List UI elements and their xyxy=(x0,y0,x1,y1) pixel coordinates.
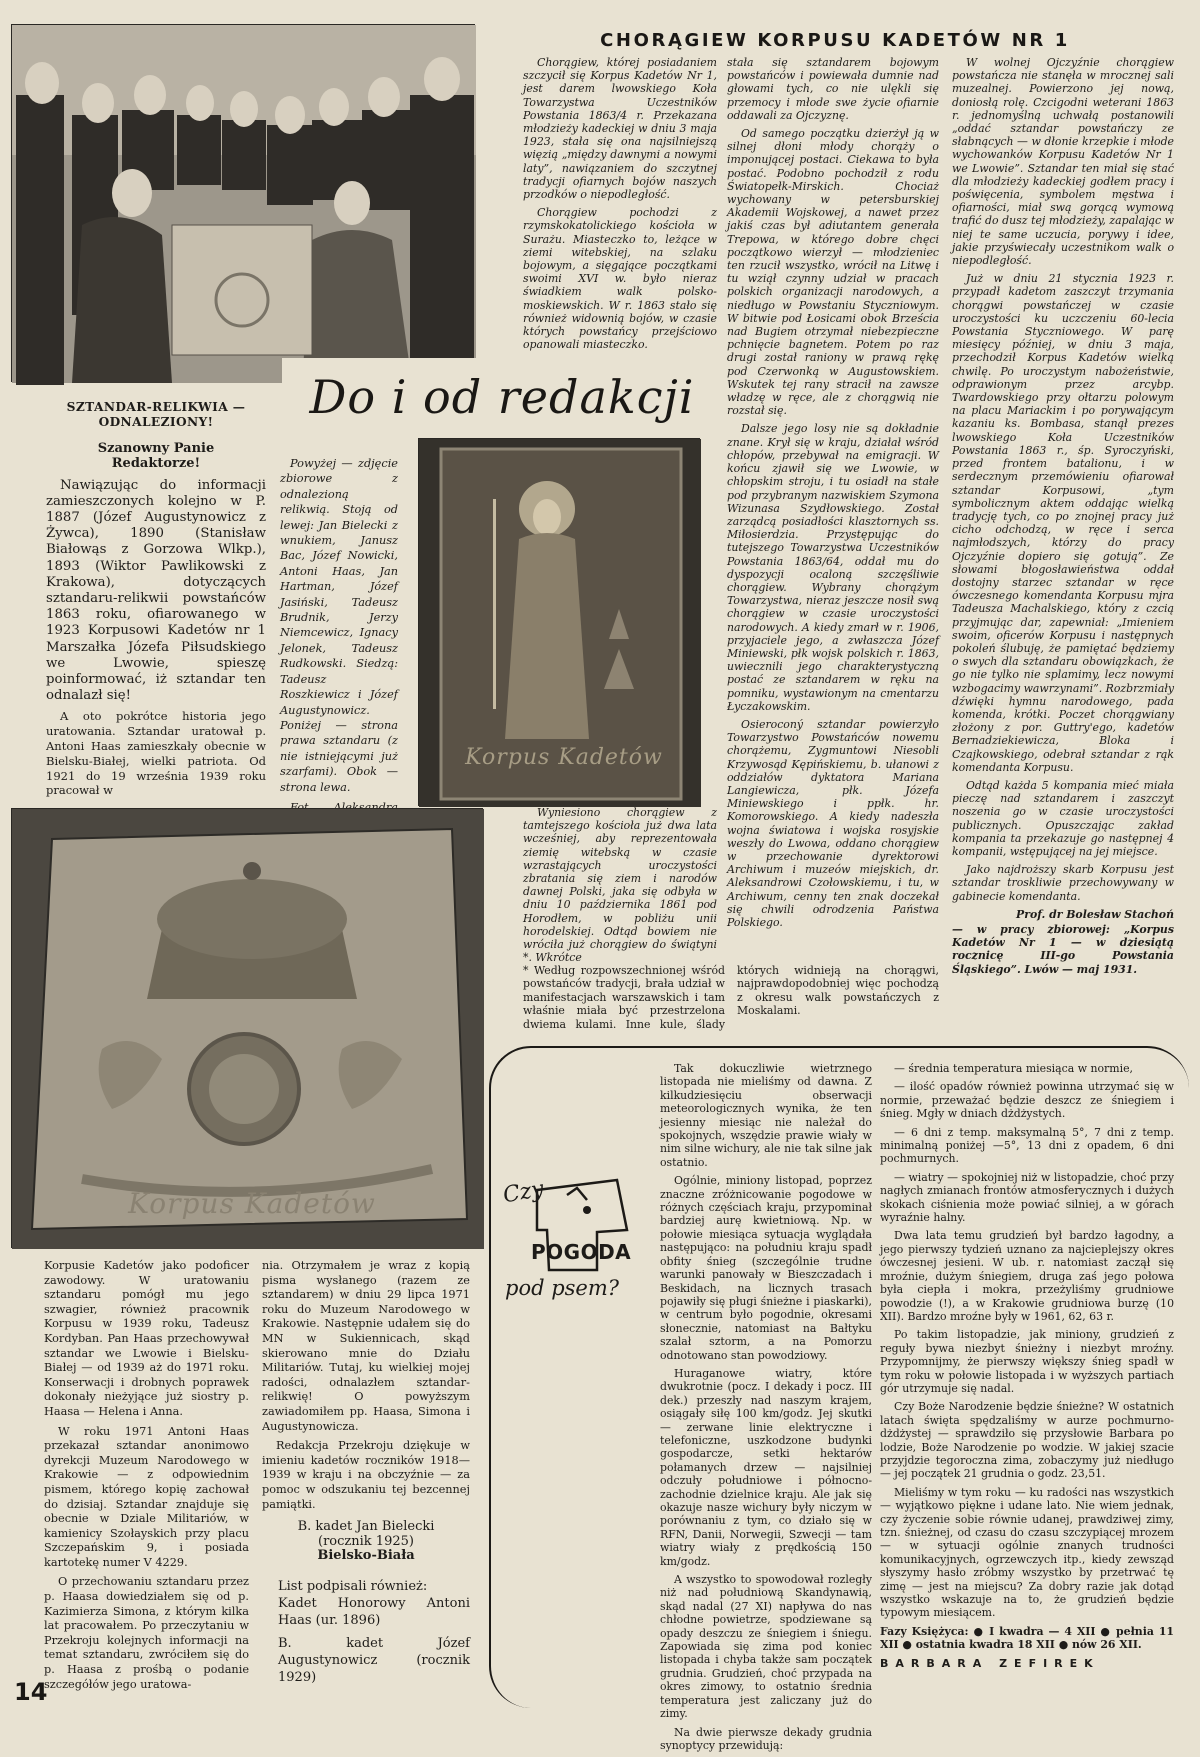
letter-continued-col2 xyxy=(262,1259,470,1686)
article-c3-p1: W wolnej Ojczyźnie chorągiew powstańcza nie stanęła w mrocznej sali muzealnej. Powierzono jej nową, doniosłą rolę. Czcigodni weterani 1863 r. jednomyślną uchwałą postanowili „oddać sztandar powstańczy ze słabnących — w dłonie krzepkie i młode wychowanków Korpusu Kadetów Nr 1 we Lwowie”. Sztandar ten miał się stać dla młodzieży kadeckiej godłem pracy i poświęcenia, symbolem męstwa i ofiarności, miał swą gorącą wymową trafić do dusz tej młodzieży, zapalając w niej te same uczucia, porywy i idee, jakie przyświecały uczestnikom walk o niepodległość. xyxy=(952,56,1174,268)
group-photo xyxy=(11,24,475,382)
article-c3-p3: Odtąd każda 5 kompania mieć miała pieczę nad sztandarem i zaszczyt noszenia go w czasie uroczystości publicznych. Opuszczając zakład kompania ta przekazuje go następnej 4 kompanii, wstępującej na jej miejsce. xyxy=(952,778,1174,858)
weather-forecast-1: — średnia temperatura miesiąca w normie, xyxy=(894,1062,1133,1075)
article-author: Prof. dr Bolesław Stachoń xyxy=(1016,907,1174,921)
article-title: CHORĄGIEW KORPUSU KADETÓW NR 1 xyxy=(600,30,1070,51)
cosigners-heading: List podpisali również: xyxy=(278,1578,428,1594)
article-c3-p2: Już w dniu 21 stycznia 1923 r. przypadł kadetom zaszczyt trzymania chorągwi powstańczej w czasie uroczystości ku uczczeniu 60-lecia Powstania Styczniowego. W parę miesięcy później, w dniu 3 maja, przechodził Korpus Kadetów wielką chwilę. Po uroczystym nabożeństwie, odprawionym przez arcybp. Twardowskiego przy ołtarzu polowym na placu Mariackim i po porywającym kazaniu ks. Bombasa, stanął prezes lwowskiego Koła Uczestników Powstania 1863 r., śp. Syroczyński, przed frontem batalionu, i w serdecznym przemówieniu ofiarował sztandar Korpusowi, „tym symbolicznym aktem oddając wielką tradycję tych, co po znojnej pracy już cicho odchodzą, w ręce i serca najmłodszych, którzy do pracy Ojczyźnie dopiero się gotują”. Ze słowami błogosławieństwa oddał dostojny starzec sztandar w ręce ówczesnego komendanta Korpusu mjra Tadeusza Machalskiego, który z czcią przyjmując dar, zapewniał: „Imieniem swoim, oficerów Korpusu i następnych pokoleń ślubuję, że pamiętać będziemy o swych dla sztandaru obowiązkach, że go nie tylko nie splamimy, lecz nowymi wzbogacimy wawrzynami”. Rozbrzmiały dźwięki hymnu narodowego, pada komenda, krótki. Poczet chorągwiany złożony z por. Guttry'ego, kadetów Bernadziekiewicza, Bloka i Czajkowskiego, odebrał sztandar z rąk komendanta Korpusu. xyxy=(952,272,1175,774)
letter-intro: Nawiązując do informacji zamieszczonych kolejno w P. 1887 (Józef Augustynowicz z Żywca), 1890 (Stanisław Białowąs z Gorzowa Wlkp.), 1893 (Wiktor Pawlikowski z Krakowa), dotyczących sztandaru-relikwii powstańców 1863 roku, ofiarowanego w 1923 Korpusowi Kadetów nr 1 Marszałka Józefa Piłsudskiego we Lwowie, spieszę poinformować, iż sztandar ten odnalazł się! xyxy=(46,477,266,704)
article-col1 xyxy=(523,56,717,356)
weather-c1-p2: Ogólnie, miniony listopad, poprzez znaczne zróżnicowanie pogodowe w różnych częściach kraju, przypominał bardziej aurę kwietniową. Np. w połowie miesiąca sytuacja wyglądała następująco: na południu kraju spadł obfity śnieg (szczególnie trudne warunki panowały w Bieszczadach i Beskidach, na licznych trasach pojawiły się pługi śnieżne i piaskarki), w centrum było pogodnie, okresami słonecznie, natomiast na Bałtyku szalał sztorm, a na Pomorzu odnotowano stan powodziowy. xyxy=(660,1174,872,1362)
letter-continued-p4: nia. Otrzymałem je wraz z kopią pisma wysłanego (razem ze sztandarem) w dniu 29 lipca 1971 roku do Muzeum Narodowego w Krakowie. Następnie udałem się do MN w Sukiennicach, skąd skierowano mnie do Działu Militariów. Tutaj, ku wielkiej mojej radości, odnalazłem sztandar-relikwię! O powyższym zawiadomiłem pp. Haasa, Simona i Augustynowicza. xyxy=(262,1259,470,1433)
weather-logo-main: POGODA xyxy=(531,1240,632,1264)
article-footnote xyxy=(523,964,939,1036)
weather-moon-phases: Fazy Księżyca: ● I kwadra — 4 XII ● pełnia 11 XII ● ostatnia kwadra 18 XII ● nów 26 XII. xyxy=(880,1624,1174,1652)
weather-author: BARBARA ZEFIREK xyxy=(880,1656,1100,1670)
banner-left-side-photo xyxy=(418,438,700,806)
weather-forecast-2: — ilość opadów również powinna utrzymać się w normie, przeważać będzie deszcz ze śniegiem i śnieg. Mgły w dniach dżdżystych. xyxy=(880,1080,1174,1121)
photo-caption-text: Powyżej — zdjęcie zbiorowe z odnalezioną relikwią. Stoją od lewej: Jan Bielecki z wnukiem, Janusz Bac, Józef Nowicki, Antoni Haas, Jan Hartman, Józef Jasiński, Tadeusz Brudnik, Jerzy Niemcewicz, Ignacy Jelonek, Tadeusz Rudkowski. Siedzą: Tadeusz Roszkiewicz i Józef Augustynowicz. Poniżej — strona prawa sztandaru (z nie istniejącymi już szarfami). Obok — strona lewa. xyxy=(280,457,398,794)
article-col2 xyxy=(727,56,939,934)
letter-block xyxy=(46,400,266,803)
article-c2-p1: stała się sztandarem bojowym powstańców i powiewała dumnie nad głowami tych, co nie ulękli się przemocy i młode swe życie ofiarnie oddawali za Ojczyznę. xyxy=(727,56,939,122)
banner-right-side-photo xyxy=(11,808,483,1248)
banner-title: Do i od redakcji xyxy=(309,370,695,424)
article-c1-p1: Chorągiew, której posiadaniem szczycił się Korpus Kadetów Nr 1, jest darem lwowskiego Koła Towarzystwa Uczestników Powstania 1863/4 r. Przekazana młodzieży kadeckiej w dniu 3 maja 1923, stała się ona najsilniejszą więzią „między dawnymi a nowymi laty”, nawiązaniem do szczytnej tradycji ofiarnych bojów naszych przodków o niepodległość. xyxy=(523,56,717,202)
weather-logo xyxy=(497,1160,657,1310)
article-source: — w pracy zbiorowej: „Korpus Kadetów Nr 1 — w dziesiątą rocznicę III-go Powstania Śląskiego”. Lwów — maj 1931. xyxy=(952,923,1174,976)
article-c2-p3: Dalsze jego losy nie są dokładnie znane. Krył się w kraju, działał wśród chłopów, przebywał na emigracji. W końcu zjawił się we Lwowie, w chłopskim stroju, i tu osiadł na stałe pod przybranym nazwiskiem Szymona Wizunasa Szydłowskiego. Został zarządcą posiadłości klasztornych ss. Miłosierdzia. Przystępując do tutejszego Towarzystwa Uczestników Powstania 1863/64, oddał mu do dyspozycji ocaloną szczęśliwie chorągiew. Wybrany chorążym Towarzystwa, nieraz jeszcze nosił swą chorągiew w czasie uroczystości narodowych. A kiedy zmarł w r. 1906, przyjaciele jego, a zwłaszcza Józef Miniewski, płk wojsk polskich r. 1863, uwiecznili jego charakterystyczną postać ze sztandarem w ręku na pomniku, wystawionym na cmentarzu Łyczakowskim. xyxy=(727,422,939,713)
weather-logo-bottom: pod psem? xyxy=(505,1276,620,1300)
flag-inscription: Korpus Kadetów xyxy=(128,1187,376,1220)
weather-c1-p1: Tak dokuczliwie wietrznego listopada nie mieliśmy od dawna. Z kilkudziesięciu obserwacji meteorologicznych wynika, że ten jesienny miesiąc nie należał do spokojnych, wszędzie prawie wiały w nim silne wichury, ale nie tak silne jak ostatnio. xyxy=(660,1062,872,1169)
weather-c1-p4: A wszystko to spowodował rozległy niż nad południową Skandynawią, skąd nadal (27 XI) napływa do nas chłodne powietrze, spodziewane są opady deszczu ze śniegiem i śniegu. Zapowiada się zima pod koniec listopada i chyba także sam początek grudnia. Grudzień, choć przypada na okres zimowy, to ostatnio średnia temperatura jest zaliczany już do zimy. xyxy=(660,1573,872,1721)
article-c3-p4: Jako najdroższy skarb Korpusu jest sztandar troskliwie przechowywany w gabinecie komendanta. xyxy=(952,863,1174,903)
weather-c2-p2: Po takim listopadzie, jak miniony, grudzień z reguły bywa niezbyt śnieżny i niezbyt mroźny. Przypomnijmy, że pierwszy większy śnieg spadł w tym roku w połowie listopada i w wyższych partiach gór utrzymuje się nadal. xyxy=(880,1328,1174,1395)
letter-salutation: Szanowny Panie Redaktorze! xyxy=(97,440,215,472)
article-col1b xyxy=(523,806,717,969)
letter-continued-col1 xyxy=(44,1259,249,1697)
signature-name: B. kadet Jan Bielecki xyxy=(297,1519,435,1535)
article-col3 xyxy=(952,56,1174,976)
article-c2-p4: Osieroconý sztandar powierzyło Towarzystwo Powstańców nowemu chorążemu, Zygmuntowi Niesobli Krzywosąd Kępińskiemu, b. ułanowi z oddziałów dyktatora Mariana Langiewicza, płk. Józefa Miniewskiego i ppłk. hr. Komorowskiego. A kiedy nadeszła wojna światowa i wojska rosyjskie weszły do Lwowa, oddano chorągiew w przechowanie dyrektorowi Archiwum i muzeów miejskich, dr. Aleksandrowi Czołowskiemu, i tu, w Archiwum, cenny ten znak doczekał się chwili odrodzenia Państwa Polskiego. xyxy=(727,717,939,929)
letter-continued-p3: O przechowaniu sztandaru przez p. Haasa dowiedziałem się od p. Kazimierza Simona, z którym kilka lat pracowałem. Po przeczytaniu w Przekroju kolejnych informacji na temat sztandaru, zwróciłem się do p. Haasa z prośbą o podanie szczegółów jego uratowa- xyxy=(44,1575,249,1691)
signature-year: (rocznik 1925) xyxy=(318,1533,414,1549)
flag-illustration xyxy=(12,809,484,1249)
article-c2-p2: Od samego początku dzierżył ją w silnej dłoni młody chorąży o imponującej postaci. Ciekawa to była postać. Podobno pochodził z rodu Światopełk-Mirskich. Chociaż wychowany w petersburskiej Akademii Wojskowej, a nawet przez jakiś czas był adiutantem generała Trepowa, w którego dobre chęci początkowo wierzył — młodzieniec ten rzucił wszystko, wrócił na Litwę i tu wziął czynny udział w pracach polskich organizacji narodowych, a niedługo w Powstaniu Styczniowym. W bitwie pod Łosicami obok Brześcia nad Bugiem otrzymał niebezpieczne pchnięcie bagnetem. Potem po raz drugi został raniony w prawą rękę pod Czerwonką w Augustowskiem. Wskutek tej rany stracił na zawsze władzę w ręce, ale z chorągwią nie rozstał się. xyxy=(727,127,939,418)
letter-continued-p2: W roku 1971 Antoni Haas przekazał sztandar anonimowo dyrekcji Muzeum Narodowego w Krakowie — z odpowiednim pismem, którego kopię zachował do dzisiaj. Sztandar znajduje się obecnie w Dziale Militariów, w kamienicy Szołayskich przy placu Szczepańskim 9, i posiada kartotekę numer V 4229. xyxy=(44,1424,249,1569)
weather-col1 xyxy=(660,1062,872,1757)
weather-c2-p3: Czy Boże Narodzenie będzie śnieżne? W ostatnich latach święta spędzaliśmy w aurze pochmurno-dżdżystej — sprawdziło się przysłowie Barbara po lodzie, Boże Narodzenie po wodzie. W jakiej szacie przyjdzie tegoroczna zima, zobaczymy już niedługo — jej początek 21 grudnia o godz. 23,51. xyxy=(880,1400,1174,1481)
letter-heading: SZTANDAR-RELIKWIA — ODNALEZIONY! xyxy=(66,400,246,430)
banner-title-box xyxy=(282,358,722,438)
weather-forecast-4: — wiatry — spokojniej niż w listopadzie, choć przy nagłych zmianach frontów atmosferycznych i dużych skokach ciśnienia może powiać silniej, a w górach wyraźnie halny. xyxy=(880,1170,1174,1225)
weather-c2-p4: Mieliśmy w tym roku — ku radości nas wszystkich — wyjątkowo piękne i udane lato. Nie wiem jednak, czy życzenie sobie równie udanej, prawdziwej zimy, tzn. śnieżnej, od czasu do czasu szczypiącej mrozem — w sytuacji ogólnie znanych trudności komunikacyjnych, ogrzewczych itp., kiedy zewsząd słyszymy hasło zróbmy wszystko by przetrwać tę zimę — jest na miejscu? Za dobry razie jak dotąd wszystko wskazuje na to, że grudzień będzie typowym miesiącem. xyxy=(880,1485,1174,1620)
weather-c1-p5: Na dwie pierwsze dekady grudnia synoptycy przewidują: xyxy=(660,1725,872,1752)
signature-city: Bielsko-Biała xyxy=(317,1548,415,1564)
weather-c1-p3: Huraganowe wiatry, które dwukrotnie (pocz. I dekady i pocz. III dek.) przeszły nad naszym krajem, osiągały siłę 100 km/godz. Jej skutki — zerwane linie elektryczne i telefoniczne, uszkodzone budynki gospodarcze, setki hektarów połamanych drzew — najsilniej odczuły południowe i północno-zachodnie dzielnice kraju. Ale jak się okazuje nasze wichury były niczym w porównaniu z tym, co działo się w RFN, Danii, Norwegii, Szwecji — tam wiatry wiały z prędkością 150 km/godz. xyxy=(660,1366,872,1568)
cosigner-1: Kadet Honorowy Antoni Haas (ur. 1896) xyxy=(278,1595,470,1628)
photo-caption xyxy=(280,456,398,836)
article-c1-p2: Chorągiew pochodzi z rzymskokatolickiego kościoła w Surażu. Miasteczko to, leżące w ziemi witebskiej, na szlaku bojowym, a sięgające początkami swoimi XVI w. było nieraz świadkiem walk polsko-moskiewskich. W r. 1863 stało się również widownią bojów, w czasie których powstańcy przejściowo opanowali miasteczko. xyxy=(523,206,717,352)
letter-history: A oto pokrótce historia jego uratowania. Sztandar uratował p. Antoni Haas zamieszkały obecnie w Bielsku-Białej, wielki patriota. Od 1921 do 19 września 1939 roku pracował w xyxy=(46,709,266,798)
page-number: 14 xyxy=(14,1678,48,1706)
weather-logo-top: Czy xyxy=(501,1176,546,1209)
article-c1-p3: Wyniesiono chorągiew z tamtejszego kościoła już dwa lata wcześniej, aby reprezentowała ziemię witebską w czasie wzrastających uroczystości zbratania się ziem i narodów dawnej Polski, jaka się odbyła w dniu 10 października 1861 pod Horodłem, w pobliżu unii horodelskiej. Odtąd bowiem nie wróciła już chorągiew do świątyni *. Wkrótce xyxy=(523,806,717,965)
weather-forecast-3: — 6 dni z temp. maksymalną 5°, 7 dni z temp. minimalną poniżej —5°, 13 dni z opadem, 6 dni pochmurnych. xyxy=(880,1125,1174,1166)
cosigner-2: B. kadet Józef Augustynowicz (rocznik 1929) xyxy=(278,1635,470,1685)
group-photo-illustration xyxy=(12,25,476,383)
jesus-banner-inscription: Korpus Kadetów xyxy=(465,745,663,770)
letter-continued-p1: Korpusie Kadetów jako podoficer zawodowy. W uratowaniu sztandaru pomógł mu jego szwagier, również pracownik Korpusu w 1939 roku, Tadeusz Kordyban. Pan Haas przechowywał sztandar we Lwowie i Bielsku-Białej — od 1939 aż do 1971 roku. Konserwacji i drobnych poprawek dokonały nieżyjące już siostry p. Haasa — Helena i Anna. xyxy=(44,1259,249,1418)
footnote-text: * Według rozpowszechnionej wśród powstańców tradycji, brała udział w manifestacjach warszawskich i tam właśnie miała być przestrzelona dwiema kulami. Inne kule, ślady których widnieją na chorągwi, najprawdopodobniej więc pochodzą z okresu walk powstańczych z Moskalami. xyxy=(523,964,939,1031)
weather-c2-p1: Dwa lata temu grudzień był bardzo łagodny, a jego pierwszy tydzień uznano za najcieplejszy okres ówczesnej jesieni. W ub. r. natomiast zaczął się mroźnie, dużym śniegiem, druga zaś jego połowa była ciepła i mokra, przeżyliśmy grudniowe powodzie (!), a w Krakowie grudniowa burzę (10 XII). Bardzo mroźne były w 1961, 62, 63 r. xyxy=(880,1229,1174,1323)
weather-col2 xyxy=(880,1062,1174,1670)
letter-continued-p5: Redakcja Przekroju dziękuje w imieniu kadetów roczników 1918—1939 w kraju i na obczyźnie — za pomoc w odszukaniu tej bezcennej pamiątki. xyxy=(262,1439,470,1511)
